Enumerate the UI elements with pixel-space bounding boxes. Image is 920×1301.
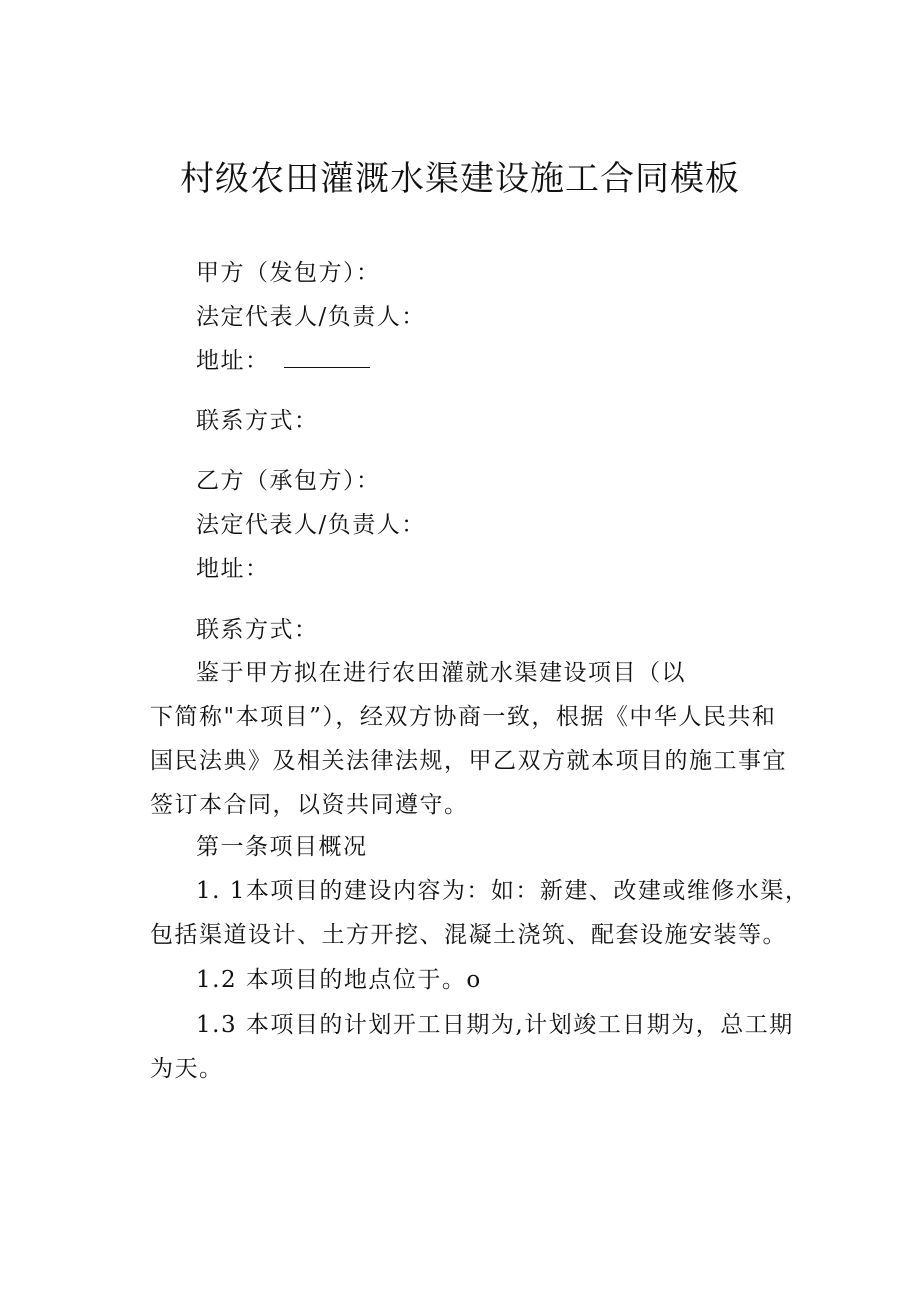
party-a-address-row (196, 350, 370, 373)
party-a-rep-label: 法定代表人/负责人： (196, 304, 426, 330)
clause-1-3-line-1: 1.3 本项目的计划开工日期为,计划竣工日期为，总工期 (196, 1012, 794, 1038)
preamble-line-4: 签订本合同，以资共同遵守。 (150, 792, 469, 818)
article-1-heading: 第一条项目概况 (196, 834, 368, 860)
party-b-name-label: 乙方（承包方）： (196, 468, 381, 494)
party-a-name-label: 甲方（发包方）： (196, 260, 381, 286)
document-title: 村级农田灌溉水渠建设施工合同模板 (180, 159, 740, 199)
party-b-address-label: 地址： (196, 556, 270, 582)
party-a-address-label: 地址： (196, 348, 270, 374)
preamble-line-1: 鉴于甲方拟在进行农田灌就水渠建设项目（以 (196, 660, 686, 686)
address-blank-line (284, 351, 370, 368)
clause-1-3-line-2: 为天。 (150, 1056, 224, 1082)
clause-1-1-line-1: 1. 1本项目的建设内容为：如：新建、改建或维修水渠， (196, 878, 810, 904)
clause-1-1-line-2: 包括渠道设计、土方开挖、混凝土浇筑、配套设施安装等。 (150, 922, 787, 948)
preamble-line-2: 下简称"本项目”），经双方协商一致，根据《中华人民共和 (150, 704, 777, 730)
party-b-rep-label: 法定代表人/负责人： (196, 512, 426, 538)
preamble-line-3: 国民法典》及相关法律法规，甲乙双方就本项目的施工事宜 (150, 748, 787, 774)
party-b-contact-label: 联系方式： (196, 617, 319, 643)
party-a-contact-label: 联系方式： (196, 408, 319, 434)
clause-1-2: 1.2 本项目的地点位于。o (196, 967, 482, 993)
